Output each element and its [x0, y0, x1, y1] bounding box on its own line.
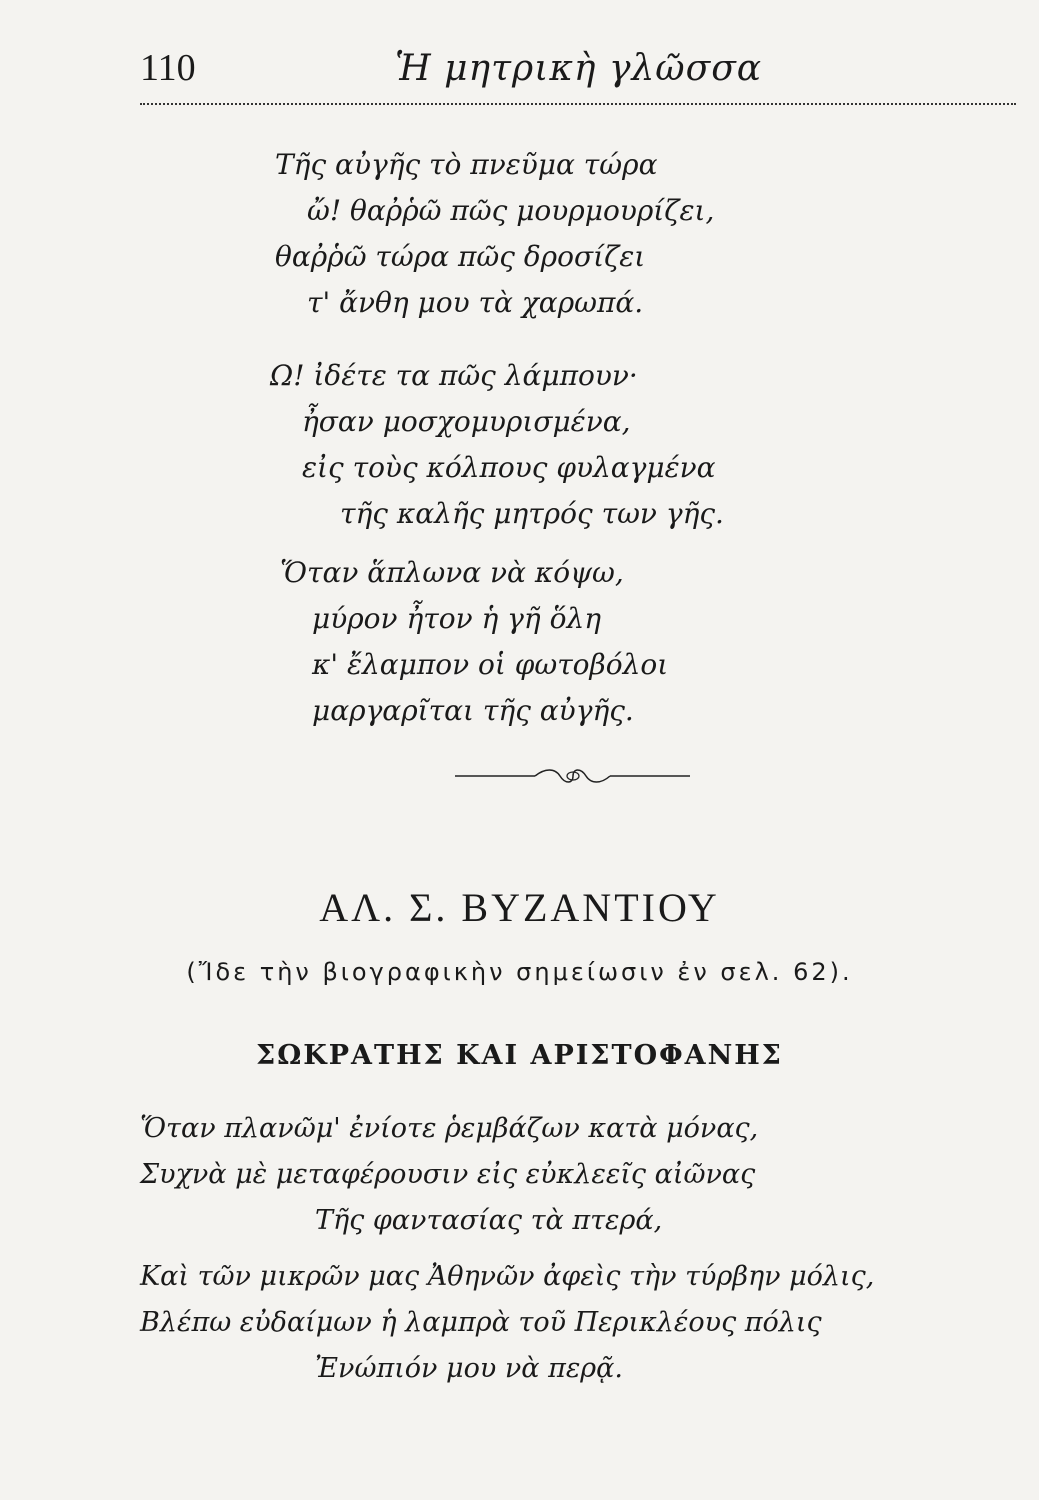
poem-2-stanza-1	[140, 1106, 758, 1244]
verse-line: Καὶ τῶν μικρῶν μας Ἀθηνῶν ἀφεὶς τὴν τύρβην μόλις,	[140, 1261, 875, 1292]
poem-2-stanza-2	[140, 1254, 874, 1392]
verse-line: Συχνὰ μὲ μεταφέρουσιν εἰς εὐκλεεῖς αἰῶνας	[140, 1159, 756, 1190]
verse-line: κ' ἔλαμπον οἱ φωτοβόλοι	[312, 648, 669, 681]
poem-title: ΣΩΚΡΑΤΗΣ ΚΑΙ ΑΡΙΣΤΟΦΑΝΗΣ	[256, 1040, 783, 1071]
verse-line: Τῆς αὐγῆς τὸ πνεῦμα τώρα	[275, 148, 658, 181]
verse-line: Βλέπω εὐδαίμων ἡ λαμπρὰ τοῦ Περικλέους πόλις	[140, 1307, 822, 1338]
verse-line: Ὅταν ἅπλωνα νὰ κόψω,	[280, 556, 624, 589]
running-title: Ἡ μητρικὴ γλῶσσα	[395, 48, 763, 89]
ornament-divider	[455, 764, 690, 788]
verse-line: εἰς τοὺς κόλπους φυλαγμένα	[302, 451, 716, 484]
verse-line: τ' ἄνθη μου τὰ χαρωπά.	[307, 286, 644, 319]
page-number: 110	[140, 47, 196, 89]
header-divider	[140, 103, 1016, 105]
poem-stanza-3	[280, 550, 668, 734]
verse-line: μύρον ἦτον ἡ γῆ ὅλη	[312, 602, 601, 635]
author-note: (Ἴδε τὴν βιογραφικὴν σημείωσιν ἐν σελ. 62).	[186, 958, 853, 986]
verse-line: μαργαρῖται τῆς αὐγῆς.	[312, 694, 634, 727]
verse-line: Ὅταν πλανῶμ' ἐνίοτε ῥεμβάζων κατὰ μόνας,	[140, 1113, 759, 1144]
verse-line: Τῆς φαντασίας τὰ πτερά,	[315, 1205, 663, 1236]
page-header	[140, 38, 1016, 98]
verse-line: θαῤῥῶ τώρα πῶς δροσίζει	[275, 240, 646, 273]
verse-line: ἦσαν μοσχομυρισμένα,	[302, 405, 631, 438]
verse-line: Ἐνώπιόν μου νὰ περᾷ.	[315, 1353, 623, 1384]
poem-stanza-1	[275, 142, 714, 326]
verse-line: ὤ! θαῤῥῶ πῶς μουρμουρίζει,	[307, 194, 715, 227]
poem-stanza-2	[270, 353, 724, 537]
verse-line: Ω! ἰδέτε τα πῶς λάμπουν·	[270, 359, 638, 392]
verse-line: τῆς καλῆς μητρός των γῆς.	[340, 497, 724, 530]
author-name: ΑΛ. Σ. ΒΥΖΑΝΤΙΟΥ	[319, 885, 720, 930]
